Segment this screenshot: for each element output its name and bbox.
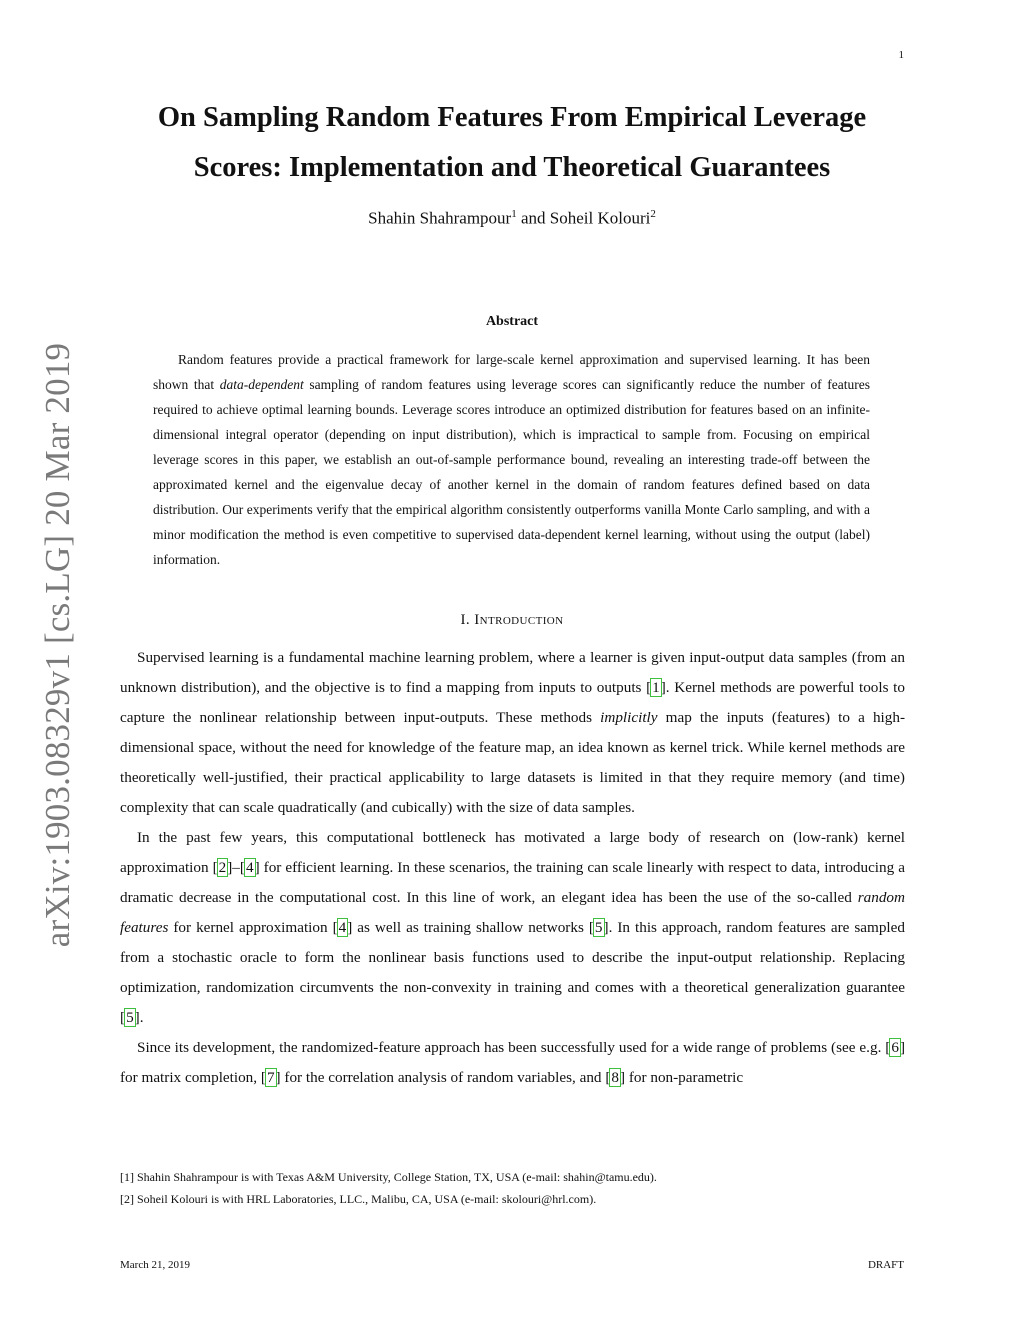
- abstract-heading: Abstract: [485, 314, 539, 329]
- abstract-text-part: sampling of random features using leverage scores can significantly reduce the number of features required to achieve optimal learning bounds. Leverage scores introduce an optimized distribution for features based on an infinite-dimensional integral operator (depending on input distribution), which is impractical to sample from. Focusing on empirical leverage scores in this paper, we establish an out-of-sample performance bound, revealing an interesting trade-off between the approximated kernel and the eigenvalue decay of another kernel in the domain of random features defined based on data distribution. Our experiments verify that the empirical algorithm consistently outperforms vanilla Monte Carlo sampling, and with a minor modification the method is even competitive to supervised data-dependent kernel learning, without using the output (label) information.: [153, 377, 870, 567]
- text-run: ].: [134, 1009, 144, 1026]
- emphasis-text: random features: [120, 889, 905, 936]
- author-1: Shahin Shahrampour: [368, 208, 512, 228]
- paragraph: [120, 643, 905, 823]
- emphasis-text: implicitly: [600, 709, 658, 726]
- citation-link[interactable]: 7: [266, 1069, 275, 1086]
- paper-title: [120, 93, 904, 193]
- text-run: for kernel approximation [: [168, 919, 338, 936]
- author-list: [120, 208, 904, 229]
- body-text: [120, 643, 905, 1093]
- citation-link[interactable]: 2: [218, 859, 227, 876]
- paragraph: [120, 823, 905, 1033]
- abstract-emphasis: data-dependent: [219, 377, 304, 392]
- author-conjunction: and: [516, 208, 550, 228]
- citation-link[interactable]: 6: [891, 1039, 899, 1056]
- citation-link[interactable]: 1: [652, 679, 660, 696]
- abstract-text: [153, 347, 870, 572]
- text-run: ]. Kernel methods are powerful tools to capture the nonlinear relationship between input-outputs. These methods: [120, 679, 905, 726]
- citation-link[interactable]: 5: [594, 919, 603, 936]
- author-2-affiliation-mark: 2: [650, 208, 656, 220]
- text-run: ]–[: [227, 859, 245, 876]
- citation-link[interactable]: 4: [338, 919, 347, 936]
- page-number: 1: [898, 49, 904, 61]
- citation-link[interactable]: 8: [611, 1069, 619, 1086]
- abstract-text-part: Random features provide a practical framework for large-scale kernel approximation and supervised learning. It has been shown that: [153, 352, 870, 392]
- footnotes: [120, 1167, 905, 1210]
- text-run: In the past few years, this computational bottleneck has motivated a large body of research on (low-rank) kernel approximation [: [120, 829, 905, 876]
- citation-link[interactable]: 4: [245, 859, 254, 876]
- author-1-affiliation-mark: 1: [511, 208, 517, 220]
- text-run: ]. In this approach, random features are sampled from a stochastic oracle to form the nonlinear basis functions used to describe the input-output relationship. Replacing optimization, randomization circumvents the non-convexity in training and comes with a theoretical generalization guarantee [: [120, 919, 905, 1026]
- text-run: map the inputs (features) to a high-dimensional space, without the need for knowledge of the feature map, an idea known as kernel trick. While kernel methods are theoretically well-justified, their practical applicability to large datasets is limited in that they require memory (and time) complexity that can scale quadratically (and cubically) with the size of data samples.: [120, 709, 905, 816]
- text-run: Since its development, the randomized-feature approach has been successfully used for a wide range of problems (see e.g. [: [137, 1039, 891, 1056]
- paragraph: [120, 1033, 905, 1093]
- text-run: ] for matrix completion, [: [120, 1039, 905, 1086]
- title-line-2: Scores: Implementation and Theoretical Guarantees: [193, 152, 831, 183]
- section-heading-introduction: I. Introduction: [460, 612, 564, 628]
- text-run: ] for the correlation analysis of random variables, and [: [275, 1069, 611, 1086]
- arxiv-identifier-stamp[interactable]: arXiv:1903.08329v1 [cs.LG] 20 Mar 2019: [38, 342, 77, 948]
- author-2: Soheil Kolouri: [549, 208, 651, 228]
- footnote-1: [1] Shahin Shahrampour is with Texas A&M University, College Station, TX, USA (e-mail: shahin@tamu.edu).: [120, 1170, 657, 1184]
- footer-draft-label: DRAFT: [867, 1259, 904, 1271]
- text-run: ] for efficient learning. In these scenarios, the training can scale linearly with respect to data, introducing a dramatic decrease in the computational cost. In this line of work, an elegant idea has been the use of the so-called: [120, 859, 905, 906]
- footer-date: March 21, 2019: [120, 1259, 190, 1271]
- text-run: ] as well as training shallow networks [: [347, 919, 594, 936]
- text-run: Supervised learning is a fundamental machine learning problem, where a learner is given input-output data samples (from an unknown distribution), and the objective is to find a mapping from inputs to outputs [: [120, 649, 905, 696]
- footnote-2: [2] Soheil Kolouri is with HRL Laboratories, LLC., Malibu, CA, USA (e-mail: skolouri@hrl.com).: [120, 1191, 597, 1206]
- citation-link[interactable]: 5: [126, 1009, 134, 1026]
- title-line-1: On Sampling Random Features From Empirical Leverage: [157, 102, 867, 133]
- text-run: ] for non-parametric: [619, 1069, 744, 1086]
